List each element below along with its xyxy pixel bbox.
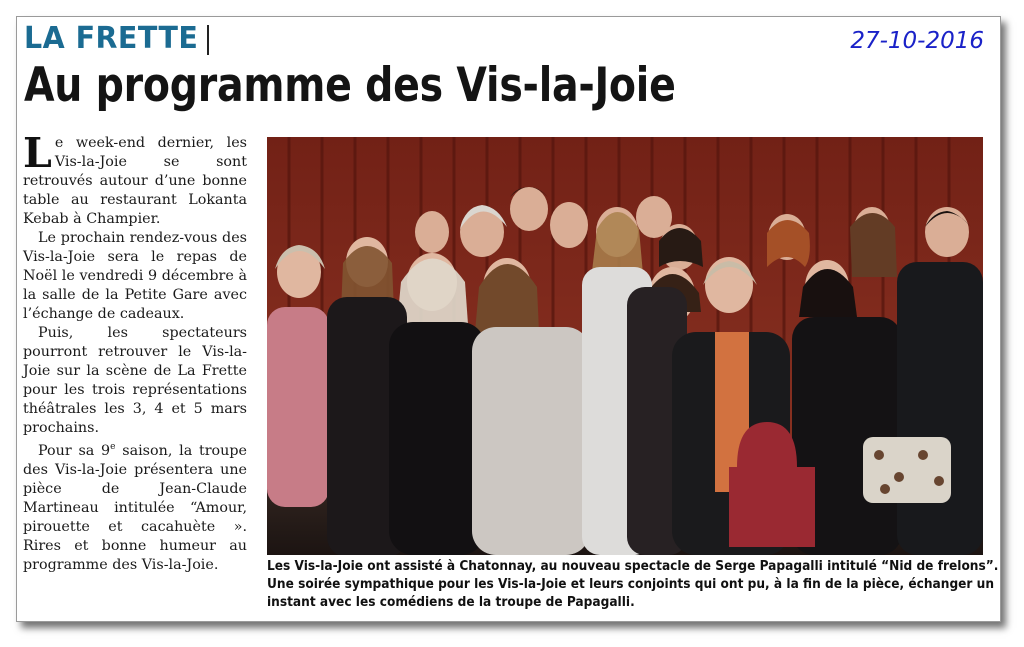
section-divider: [207, 25, 209, 55]
caption-line-1: Les Vis-la-Joie ont assisté à Chatonnay, au nouveau spectacle de Serge Papagalli intitulé “Nid de frelons”.: [267, 559, 999, 574]
group-photo-image: [267, 137, 983, 555]
article-body: [23, 129, 247, 575]
group-photo: [267, 137, 983, 555]
publication-date: 27-10-2016: [850, 28, 984, 54]
caption-line-2: Une soirée sympathique pour les Vis-la-Joie et leurs conjoints qui ont pu, à la fin de la pièce, échanger un: [267, 577, 995, 592]
photo-caption: [267, 558, 999, 612]
article-paragraph-1: Le week-end dernier, les Vis-la-Joie se sont retrouvés autour d’une bonne table au restaurant Lokanta Kebab à Champier.: [23, 129, 247, 227]
drop-cap: L: [23, 129, 52, 177]
article-paragraph-3: Puis, les spectateurs pourront retrouver le Vis-la-Joie sur la scène de La Frette pour les trois représentations théâtrales les 3, 4 et 5 mars prochains.: [23, 325, 247, 436]
article-paragraph-4: Pour sa 9e saison, la troupe des Vis-la-Joie présentera une pièce de Jean-Claude Martineau intitulée “Amour, pirouette et cacahuète ». Rires et bonne humeur au programme des Vis-la-Joie.: [23, 442, 247, 573]
newspaper-clipping: [16, 16, 1001, 622]
caption-line-3: instant avec les comédiens de la troupe de Papagalli.: [267, 595, 635, 610]
article-paragraph-2: Le prochain rendez-vous des Vis-la-Joie sera le repas de Noël le vendredi 9 décembre à la salle de la Petite Gare avec l’échange de cadeaux.: [23, 230, 247, 322]
headline: Au programme des Vis-la-Joie: [24, 58, 676, 113]
section-title: LA FRETTE: [24, 21, 199, 56]
